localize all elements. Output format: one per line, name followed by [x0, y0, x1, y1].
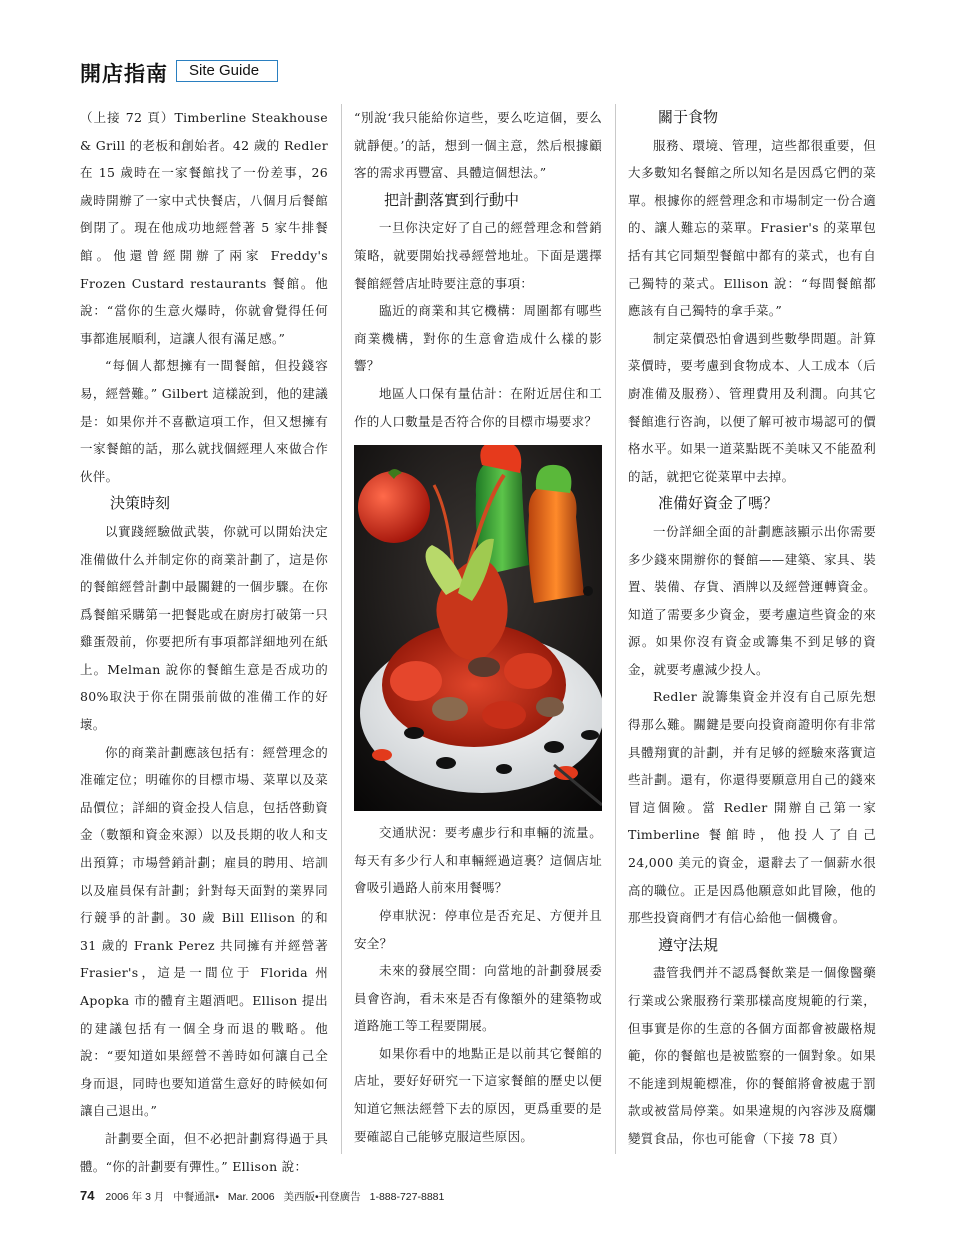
paragraph: 交通狀況：要考慮步行和車輛的流量。每天有多少行人和車輛經過這裏？這個店址會吸引過路人前來用餐嗎？: [354, 825, 602, 896]
paragraph: Redler 說籌集資金并沒有自己原先想得那么難。關鍵是要向投資商證明你有非常具體翔實的計劃，并有足够的經驗來落實這些計劃。還有，你還得要願意用自己的錢來冒這個險。當 Redler 開辦自己第一家 Timberline 餐館時，他投人了自己 24,000 美元的資金，還辭去了一個薪水很高的職位。正是因爲他願意如此冒險，他的那些投資商們才有信心給他一個機會。: [628, 689, 876, 926]
paragraph: 以實踐經驗做武裝，你就可以開始決定准備做什么并制定你的商業計劃了，這是你的餐館經營計劃中最關鍵的一個步驟。在你爲餐館采購第一把餐匙或在廚房打破第一只雞蛋殼前，你要把所有事項都詳細地列在紙上。Melman 說你的餐館生意是否成功的 80%取決于你在開張前做的准備工作的好壞。: [80, 523, 328, 733]
paragraph: 地區人口保有量估計：在附近居住和工作的人口數量是否符合你的目標市場要求？: [354, 385, 602, 429]
seafood-dish-illustration: [354, 445, 602, 811]
column-2: [354, 104, 602, 1150]
site-guide-badge: Site Guide: [176, 60, 278, 82]
page-footer: [80, 1188, 450, 1204]
footer-publication: 中餐通訊•: [173, 1191, 219, 1203]
footer-edition: 美西版•刊登廣告: [283, 1191, 361, 1203]
footer-date-en: Mar. 2006: [227, 1191, 275, 1203]
page-number: 74: [80, 1188, 95, 1203]
paragraph: 一旦你決定好了自己的經營理念和營銷策略，就要開始找尋經營地址。下面是選擇餐館經營店址時要注意的事項：: [354, 220, 602, 291]
section-heading: 遵守法規: [658, 935, 719, 954]
section-heading: 關于食物: [658, 108, 719, 126]
paragraph: 一份詳細全面的計劃應該顯示出你需要多少錢來開辦你的餐館——建築、家具、裝置、裝備、存貨、酒牌以及經營運轉資金。知道了需要多少資金，要考慮這些資金的來源。如果你沒有資金或籌集不到足够的資金，就要考慮減少投人。: [628, 523, 876, 677]
column-divider: [615, 104, 616, 1154]
section-heading: 把計劃落實到行動中: [384, 190, 520, 209]
footer-phone: 1-888-727-8881: [369, 1191, 445, 1203]
column-3: [628, 104, 876, 1153]
paragraph: 停車狀況：停車位是否充足、方便并且安全？: [354, 907, 602, 951]
section-title: 開店指南: [80, 62, 168, 86]
paragraph: 未來的發展空間：向當地的計劃發展委員會咨詢，看未來是否有像額外的建築物或道路施工等工程要開展。: [354, 963, 602, 1034]
paragraph: 計劃要全面，但不必把計劃寫得過于具體。“你的計劃要有彈性。” Ellison 說：: [80, 1130, 328, 1174]
section-heading: 准備好資金了嗎？: [658, 494, 779, 513]
paragraph: 制定菜價恐怕會遇到些數學問題。計算菜價時，要考慮到食物成本、人工成本（后廚准備及服務）、管理費用及利潤。向其它餐館進行咨詢，以便了解可被市場認可的價格水平。如果一道菜點既不美味又不能盈利的話，就把它從菜單中去掉。: [628, 330, 876, 484]
section-heading: 決策時刻: [110, 494, 171, 513]
paragraph: “別說‘我只能給你這些，要么吃這個，要么就靜便。’的話，想到一個主意，然后根據顧客的需求再豐富、具體這個想法。”: [354, 110, 602, 181]
paragraph: 臨近的商業和其它機構：周圍都有哪些商業機構，對你的生意會造成什么樣的影響？: [354, 303, 602, 374]
column-divider: [341, 104, 342, 1154]
footer-date-cn: 2006 年 3 月: [105, 1191, 165, 1203]
paragraph: 你的商業計劃應該包括有：經營理念的准確定位；明確你的目標市場、菜單以及菜品價位；詳細的資金投人信息，包括啓動資金（數額和資金來源）以及長期的收人和支出預算；市場營銷計劃；雇員的聘用、培訓以及雇員保有計劃；針對每天面對的業界同行競爭的計劃。30 歲 Bill Ellison 的和 31 歲的 Frank Perez 共同擁有并經營著 Frasier's，這是一間位于 Florida 州 Apopka 市的體育主題酒吧。Ellison 提出的建議包括有一個全身而退的戰略。他說：“要知道如果經營不善時如何讓自己全身而退，同時也要知道當生意好的時候如何讓自己退出。”: [80, 744, 328, 1119]
paragraph: 盡管我們并不認爲餐飲業是一個像醫藥行業或公衆服務行業那樣高度規範的行業，但事實是你的生意的各個方面都會被嚴格規範，你的餐館也是被監察的一個對象。如果不能達到規範標准，你的餐館將會被處于罰款或被當局停業。如果違規的內容涉及腐爛變質食品，你也可能會（下接 78 頁）: [628, 965, 876, 1146]
paragraph: 如果你看中的地點正是以前其它餐館的店址，要好好研究一下這家餐館的歷史以便知道它無法經營下去的原因，更爲重要的是要確認自己能够克服這些原因。: [354, 1045, 602, 1144]
column-1: [80, 104, 328, 1180]
paragraph: “每個人都想擁有一間餐館，但投錢容易，經營難。” Gilbert 這樣說到，他的建議是：如果你并不喜歡這項工作，但又想擁有一家餐館的話，那么就找個經理人來做合作伙伴。: [80, 358, 328, 484]
food-photo: [354, 445, 602, 811]
paragraph: 服務、環境、管理，這些都很重要，但大多數知名餐館之所以知名是因爲它們的菜單。根據你的經營理念和市場制定一份合適的、讓人難忘的菜單。Frasier's 的菜單包括有其它同類型餐館中都有的菜式，也有自己獨特的菜式。Ellison 說：“每間餐館都應該有自己獨特的拿手菜。”: [628, 137, 876, 319]
paragraph: （上接 72 頁）Timberline Steakhouse & Grill 的老板和創始者。42 歲的 Redler 在 15 歲時在一家餐館找了一份差事，26 歲時開辦了一家中式快餐店，八個月后餐館倒閉了。現在他成功地經營著 5 家牛排餐館。他還曾經開辦了兩家 Freddy's Frozen Custard restaurants 餐館。他說：“當你的生意火爆時，你就會覺得任何事都進展順利，這讓人很有滿足感。”: [80, 110, 328, 346]
